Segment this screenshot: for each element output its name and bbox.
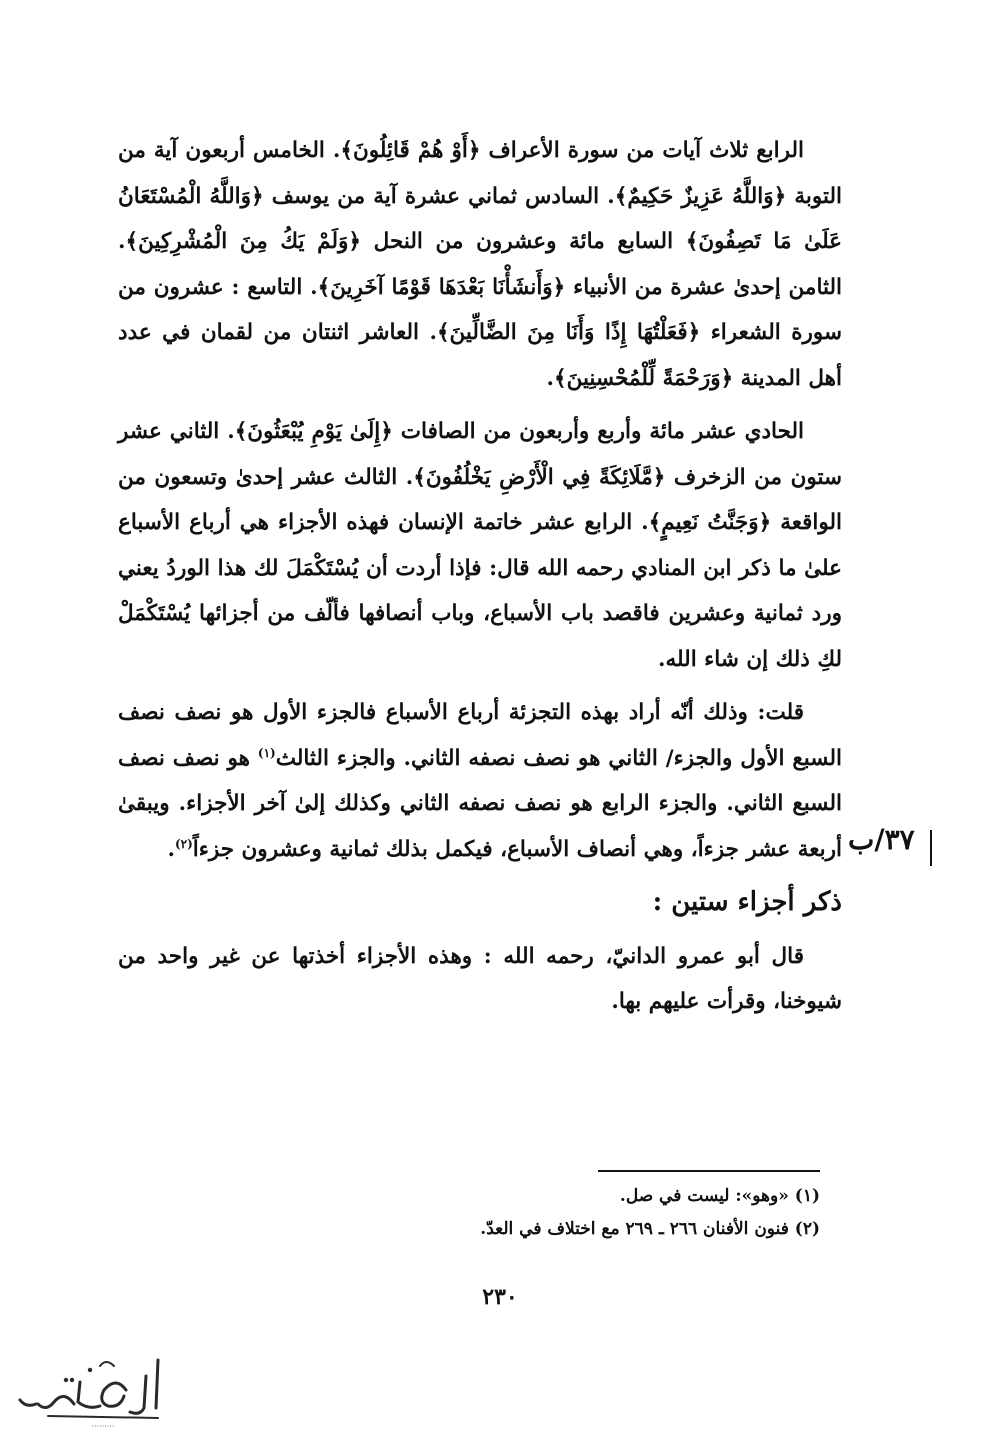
text-run: قلت: وذلك أنّه أراد بهذه التجزئة أرباع الأسباع فالجزء الأول هو نصف نصف السبع الأول والجزء/ الثاني هو نصف نصفه الثاني. والجزء الثالث — [118, 700, 842, 771]
footnote-marker: (٢) — [174, 836, 193, 851]
quran-quote: ﴿وَجَنَّتُ نَعِيمٍ﴾ — [648, 510, 772, 535]
footnotes — [118, 1180, 820, 1246]
section-heading: ذكر أجزاء ستين : — [652, 887, 842, 917]
text-run: . الثالث عشر إحدىٰ وتسعون من الواقعة — [118, 464, 842, 535]
svg-text:·········: ········· — [91, 1422, 115, 1431]
text-run: . الثاني عشر ستون من الزخرف — [118, 419, 842, 490]
footnote-separator — [598, 1170, 820, 1172]
paragraph-2 — [118, 409, 842, 682]
manuscript-folio-note: ٣٧/ب — [848, 823, 915, 856]
quran-quote: ﴿فَعَلْتُهَا إِذًا وَأَنَا مِنَ الضَّالِّينَ﴾ — [436, 320, 701, 345]
text-run: هو نصف نصف السبع الثاني. والجزء الرابع هو نصف نصفه الثاني وكذلك إلىٰ آخر الأجزاء. ويبقىٰ أربعة عشر جزءاً، وهي أنصاف الأسباع، فيكمل بذلك ثمانية وعشرون جزءاً — [118, 745, 842, 862]
quran-quote: ﴿وَرَحْمَةً لِّلْمُحْسِنِينَ﴾ — [553, 365, 734, 391]
text-run: . التاسع : عشرون من سورة الشعراء — [118, 274, 842, 345]
text-run: . الرابع عشر خاتمة الإنسان فهذه الأجزاء هي أرباع الأسباع علىٰ ما ذكر ابن المنادي رحمه الله قال: فإذا أردت أن يُسْتَكْمَلَ لك هذا الوردُ يعني ورد ثمانية وعشرين فاقصد باب الأسباع، وباب أنصافها فألّف من أجزائها يُسْتَكْمَلْ لكِ ذلك إن شاء الله. — [118, 510, 842, 672]
text-run: الحادي عشر مائة وأربع وأربعون من الصافات — [392, 419, 805, 444]
calligraphy-watermark-logo — [8, 1346, 178, 1432]
paragraph-3 — [118, 690, 842, 872]
main-text — [118, 128, 842, 1025]
footnote-1: (١) «وهو»: ليست في صل. — [619, 1186, 820, 1206]
page-number: ٢٣٠ — [482, 1284, 518, 1310]
text-run: . العاشر اثنتان من لقمان في عدد أهل المدينة — [118, 320, 842, 391]
quran-quote: ﴿وَاللَّهُ عَزِيزٌ حَكِيمٌ﴾ — [614, 183, 787, 209]
quran-quote: ﴿وَاللَّهُ الْمُسْتَعَانُ عَلَىٰ مَا تَصِفُونَ﴾ — [118, 183, 843, 254]
text-run: . — [167, 836, 175, 862]
quran-quote: ﴿أَوْ هُمْ قَائِلُونَ﴾ — [340, 138, 481, 163]
paragraph-1 — [118, 128, 842, 401]
paragraph-4: قال أبو عمرو الدانيّ، رحمه الله : وهذه الأجزاء أخذتها عن غير واحد من شيوخنا، وقرأت عليهم بها. — [118, 943, 842, 1014]
text-run: . الخامس أربعون آية من التوبة — [118, 138, 843, 209]
text-run: . — [546, 365, 554, 391]
quran-quote: ﴿مَّلَائِكَةً فِي الْأَرْضِ يَخْلُفُونَ﴾ — [413, 464, 666, 490]
text-run: السابع مائة وعشرون من النحل — [361, 229, 686, 254]
footnote-marker: (١) — [257, 745, 276, 760]
margin-divider — [930, 830, 932, 866]
quran-quote: ﴿وَأَنشَأْنَا بَعْدَهَا قَوْمًا آخَرِينَ﴾ — [317, 274, 566, 300]
quran-quote: ﴿إِلَىٰ يَوْمِ يُبْعَثُونَ﴾ — [234, 419, 393, 444]
footnote-2: (٢) فنون الأفنان ٢٦٦ ـ ٢٦٩ مع اختلاف في العدّ. — [480, 1219, 820, 1239]
text-run: . الثامن إحدىٰ عشرة من الأنبياء — [118, 229, 843, 300]
quran-quote: ﴿وَلَمْ يَكُ مِنَ الْمُشْرِكِينَ﴾ — [125, 229, 362, 254]
text-run: الرابع ثلاث آيات من سورة الأعراف — [480, 138, 804, 163]
text-run: . السادس ثماني عشرة آية من يوسف — [263, 183, 615, 209]
